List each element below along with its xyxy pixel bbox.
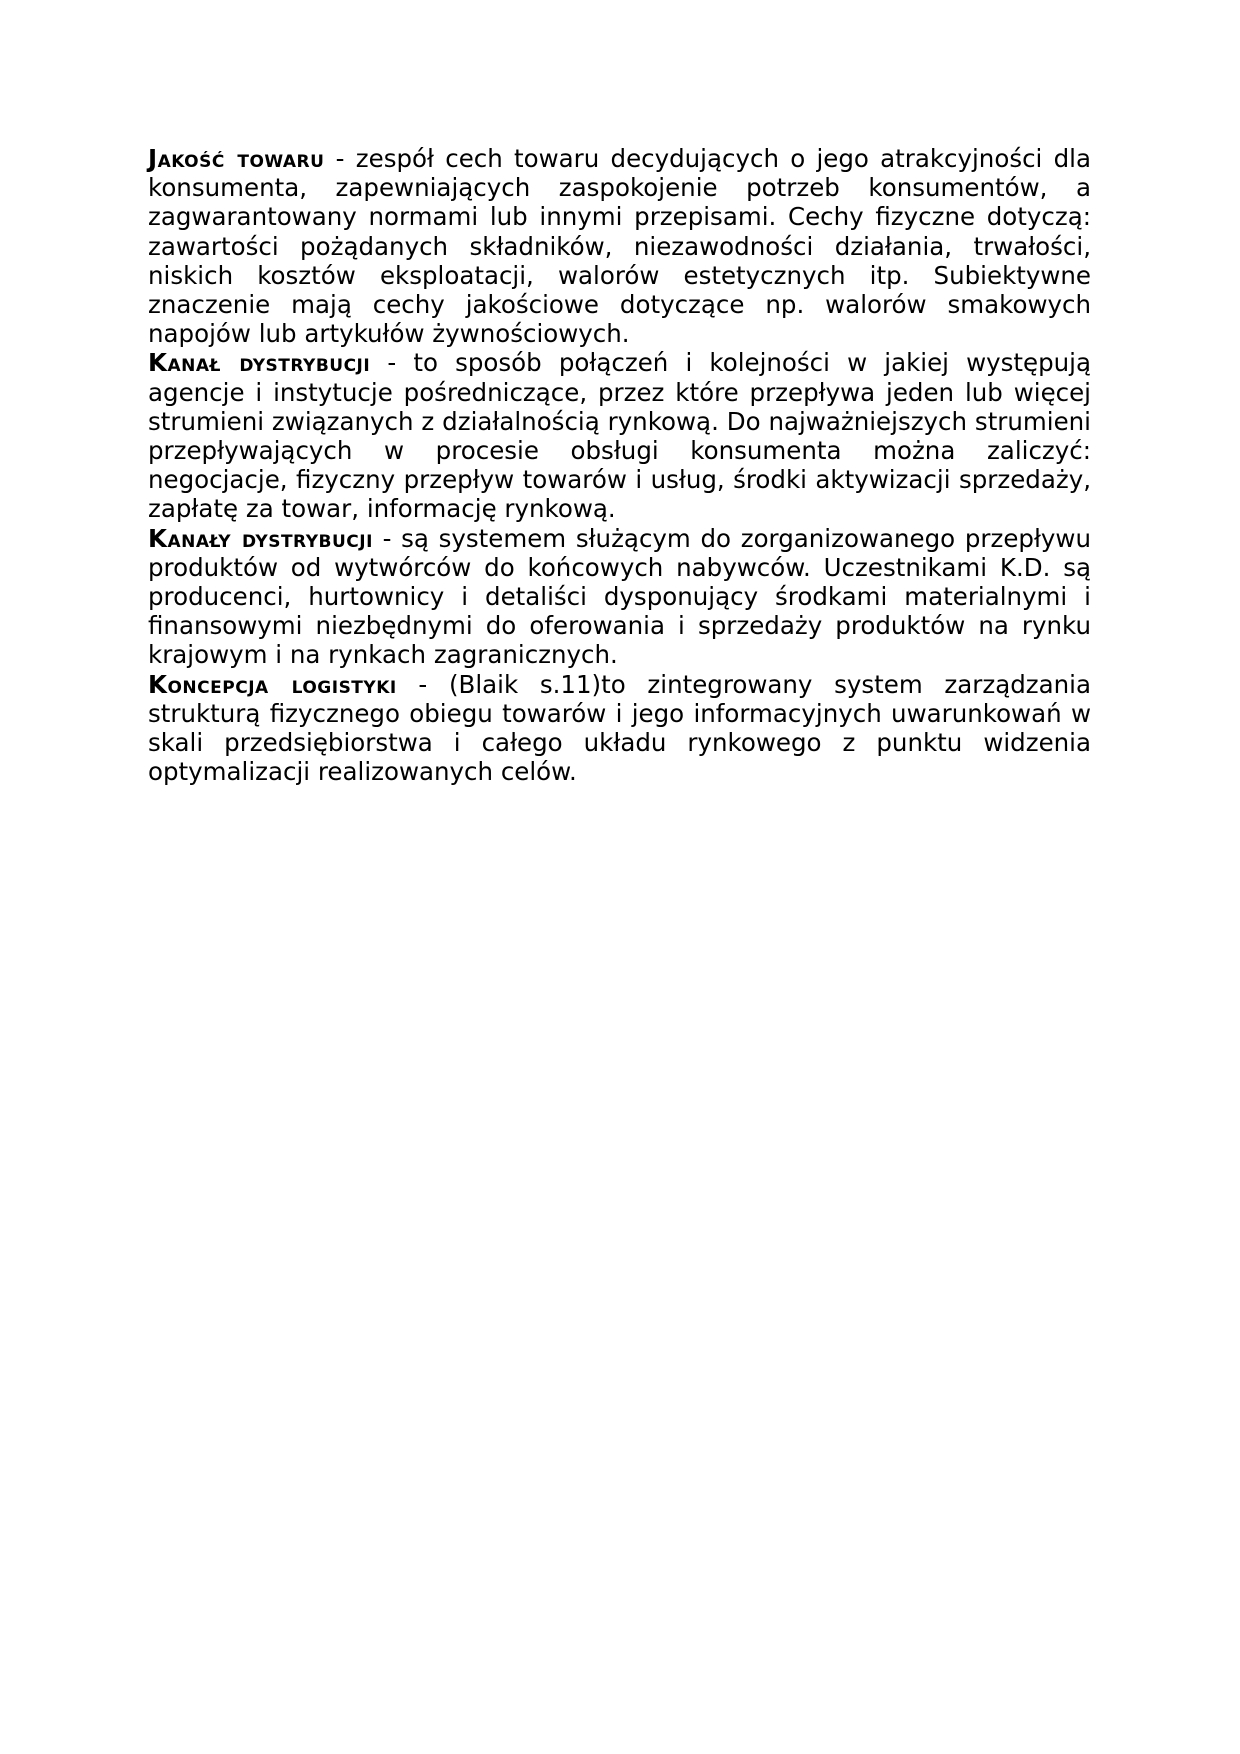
term-heading: Jakość towaru: [148, 144, 325, 173]
term-heading: Kanał dystrybucji: [148, 348, 371, 378]
term-definition: - to sposób połączeń i kolejności w jakiej występują agencje i instytucje pośredniczące, przez które przepływa jeden lub więcej strumieni związanych z działalnością rynkową. Do najważniejszych strumieni przepływających w procesie obsługi konsumenta można zaliczyć: negocjacje, fizyczny przepływ towarów i usług, środki aktywizacji sprzedaży, zapłatę za towar, informację rynkową.: [148, 348, 1091, 524]
term-definition: - są systemem służącym do zorganizowanego przepływu produktów od wytwórców do końcowych nabywców. Uczestnikami K.D. są producenci, hurtownicy i detaliści dysponujący środkami materialnymi i finansowymi niezbędnymi do oferowania i sprzedaży produktów na rynku krajowym i na rynkach zagranicznych.: [148, 523, 1091, 670]
definition-entry-koncepcja-logistyki: [148, 670, 1091, 787]
definition-entry-jakosc-towaru: [148, 144, 1091, 348]
term-heading: Koncepcja logistyki: [148, 669, 397, 699]
term-definition: - (Blaik s.11)to zintegrowany system zarządzania strukturą fizycznego obiegu towarów i jego informacyjnych uwarunkowań w skali przedsiębiorstwa i całego układu rynkowego z punktu widzenia optymalizacji realizowanych celów.: [148, 669, 1091, 787]
term-heading: Kanały dystrybucji: [148, 523, 373, 553]
document-body: [148, 144, 1091, 786]
definition-entry-kanal-dystrybucji: [148, 348, 1091, 523]
term-definition: - zespół cech towaru decydujących o jego atrakcyjności dla konsumenta, zapewniających zaspokojenie potrzeb konsumentów, a zagwarantowany normami lub innymi przepisami. Cechy fizyczne dotyczą: zawartości pożądanych składników, niezawodności działania, trwałości, niskich kosztów eksploatacji, walorów estetycznych itp. Subiektywne znaczenie mają cechy jakościowe dotyczące np. walorów smakowych napojów lub artykułów żywnościowych.: [148, 144, 1091, 349]
definition-entry-kanaly-dystrybucji: [148, 524, 1091, 670]
